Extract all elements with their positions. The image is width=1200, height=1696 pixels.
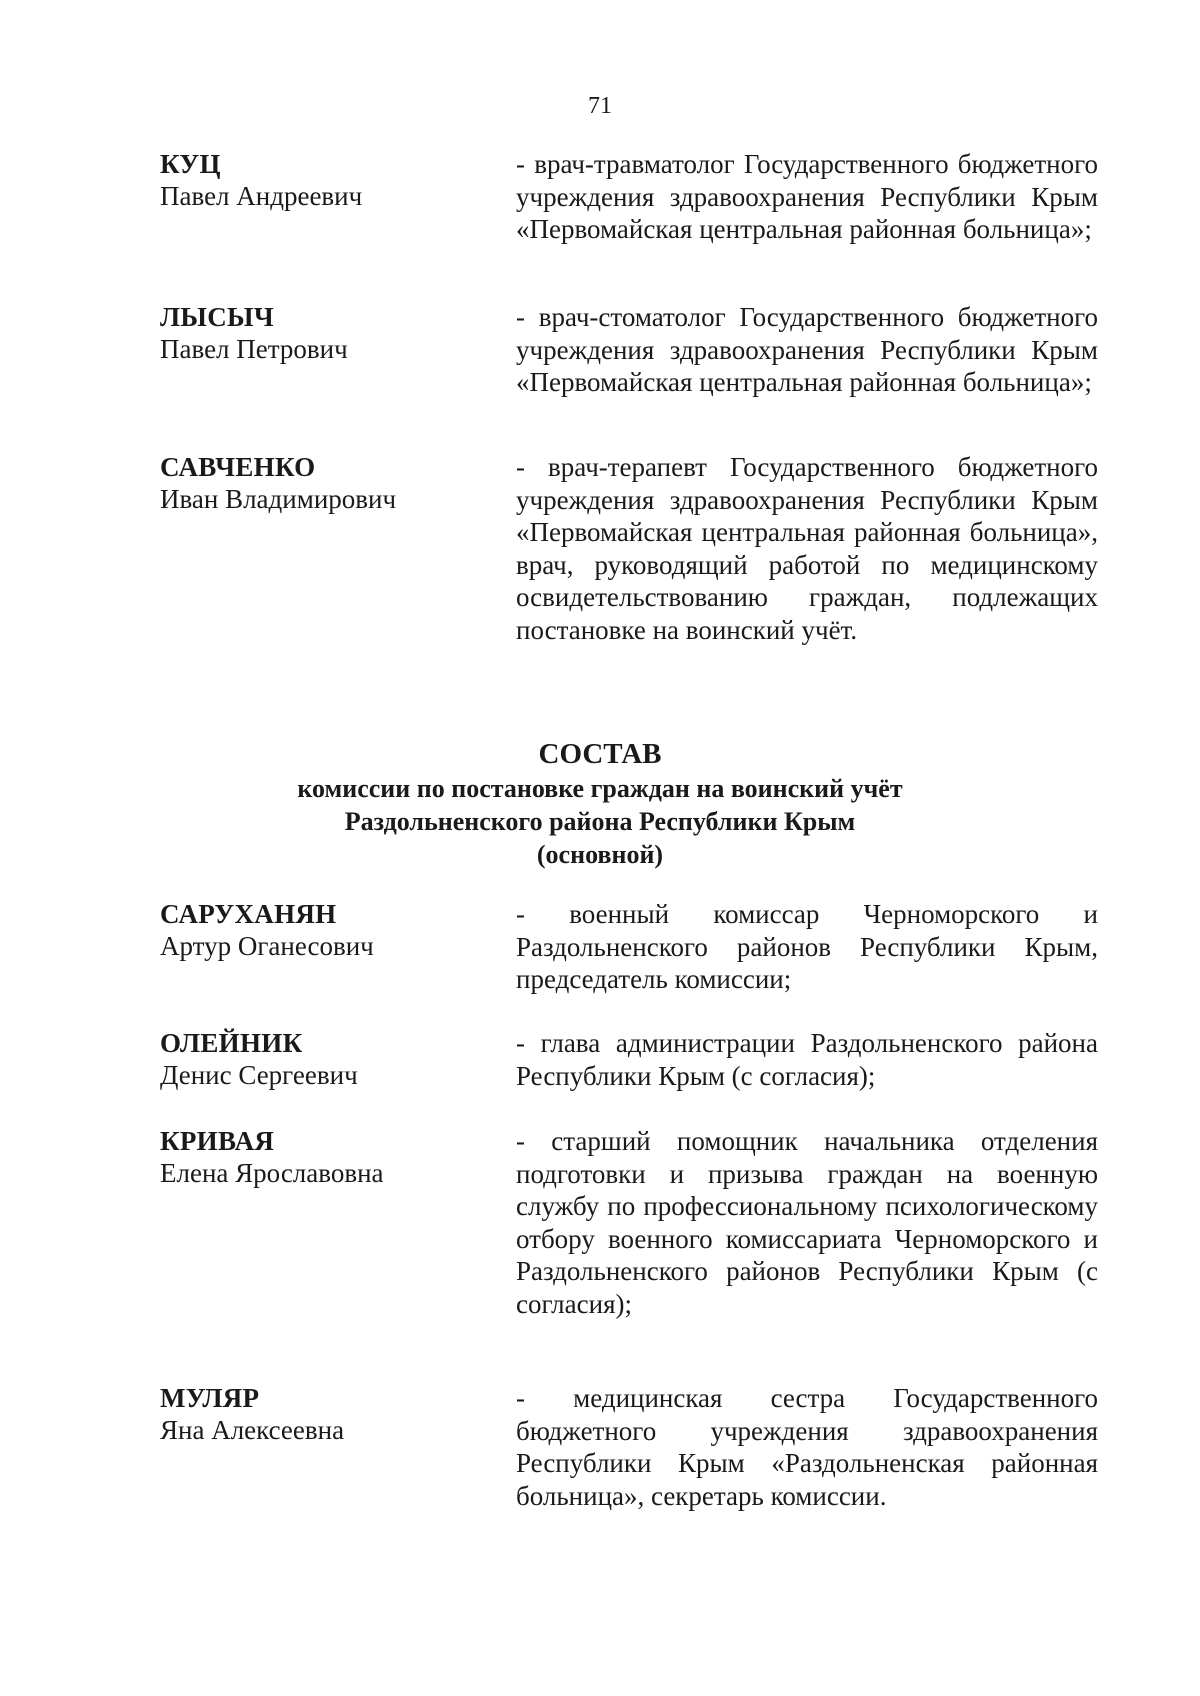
member-surname: КУЦ bbox=[160, 149, 221, 179]
composition-subtitle-line-3: (основной) bbox=[536, 840, 664, 869]
member-position: - старший помощник начальника отделения подготовки и призыва граждан на военную службу по профессиональному психологическому отбору военного комиссариата Черноморского и Раздольненского районов Республики Крым (с согласия); bbox=[516, 1126, 1098, 1319]
member-position: - врач-терапевт Государственного бюджетного учреждения здравоохранения Республики Крым «Первомайская центральная районная больница», врач, руководящий работой по медицинскому освидетельствованию граждан, подлежащих постановке на воинский учёт. bbox=[516, 452, 1098, 645]
member-surname: САРУХАНЯН bbox=[160, 899, 337, 929]
page-number: 71 bbox=[588, 93, 612, 119]
composition-subtitle-line-1: комиссии по постановке граждан на воинский учёт bbox=[297, 774, 903, 803]
member-given-names: Яна Алексеевна bbox=[160, 1415, 345, 1445]
member-name bbox=[160, 1027, 480, 1091]
member-position: - военный комиссар Черноморского и Раздольненского районов Республики Крым, председатель комиссии; bbox=[516, 899, 1098, 994]
member-position: - медицинская сестра Государственного бюджетного учреждения здравоохранения Республики Крым «Раздольненская районная больница», секретарь комиссии. bbox=[516, 1383, 1098, 1511]
composition-title: СОСТАВ bbox=[538, 738, 662, 770]
member-name bbox=[160, 1382, 480, 1446]
member-given-names: Денис Сергеевич bbox=[160, 1060, 358, 1090]
member-name bbox=[160, 148, 480, 212]
member-position: - врач-травматолог Государственного бюджетного учреждения здравоохранения Республики Крым «Первомайская центральная районная больница»; bbox=[516, 149, 1098, 244]
member-surname: ОЛЕЙНИК bbox=[160, 1028, 303, 1058]
member-name bbox=[160, 451, 480, 515]
composition-heading bbox=[0, 736, 1200, 871]
member-name bbox=[160, 301, 480, 365]
member-position: - врач-стоматолог Государственного бюджетного учреждения здравоохранения Республики Крым «Первомайская центральная районная больница»; bbox=[516, 302, 1098, 397]
member-given-names: Иван Владимирович bbox=[160, 484, 397, 514]
member-name bbox=[160, 898, 480, 962]
member-given-names: Елена Ярославовна bbox=[160, 1158, 384, 1188]
member-position: - глава администрации Раздольненского района Республики Крым (с согласия); bbox=[516, 1028, 1098, 1091]
member-given-names: Павел Петрович bbox=[160, 334, 348, 364]
member-surname: КРИВАЯ bbox=[160, 1126, 275, 1156]
member-name bbox=[160, 1125, 480, 1189]
member-given-names: Павел Андреевич bbox=[160, 181, 363, 211]
member-surname: САВЧЕНКО bbox=[160, 452, 316, 482]
member-given-names: Артур Оганесович bbox=[160, 931, 374, 961]
composition-subtitle-line-2: Раздольненского района Республики Крым bbox=[344, 807, 856, 836]
member-surname: ЛЫСЫЧ bbox=[160, 302, 274, 332]
member-surname: МУЛЯР bbox=[160, 1383, 260, 1413]
